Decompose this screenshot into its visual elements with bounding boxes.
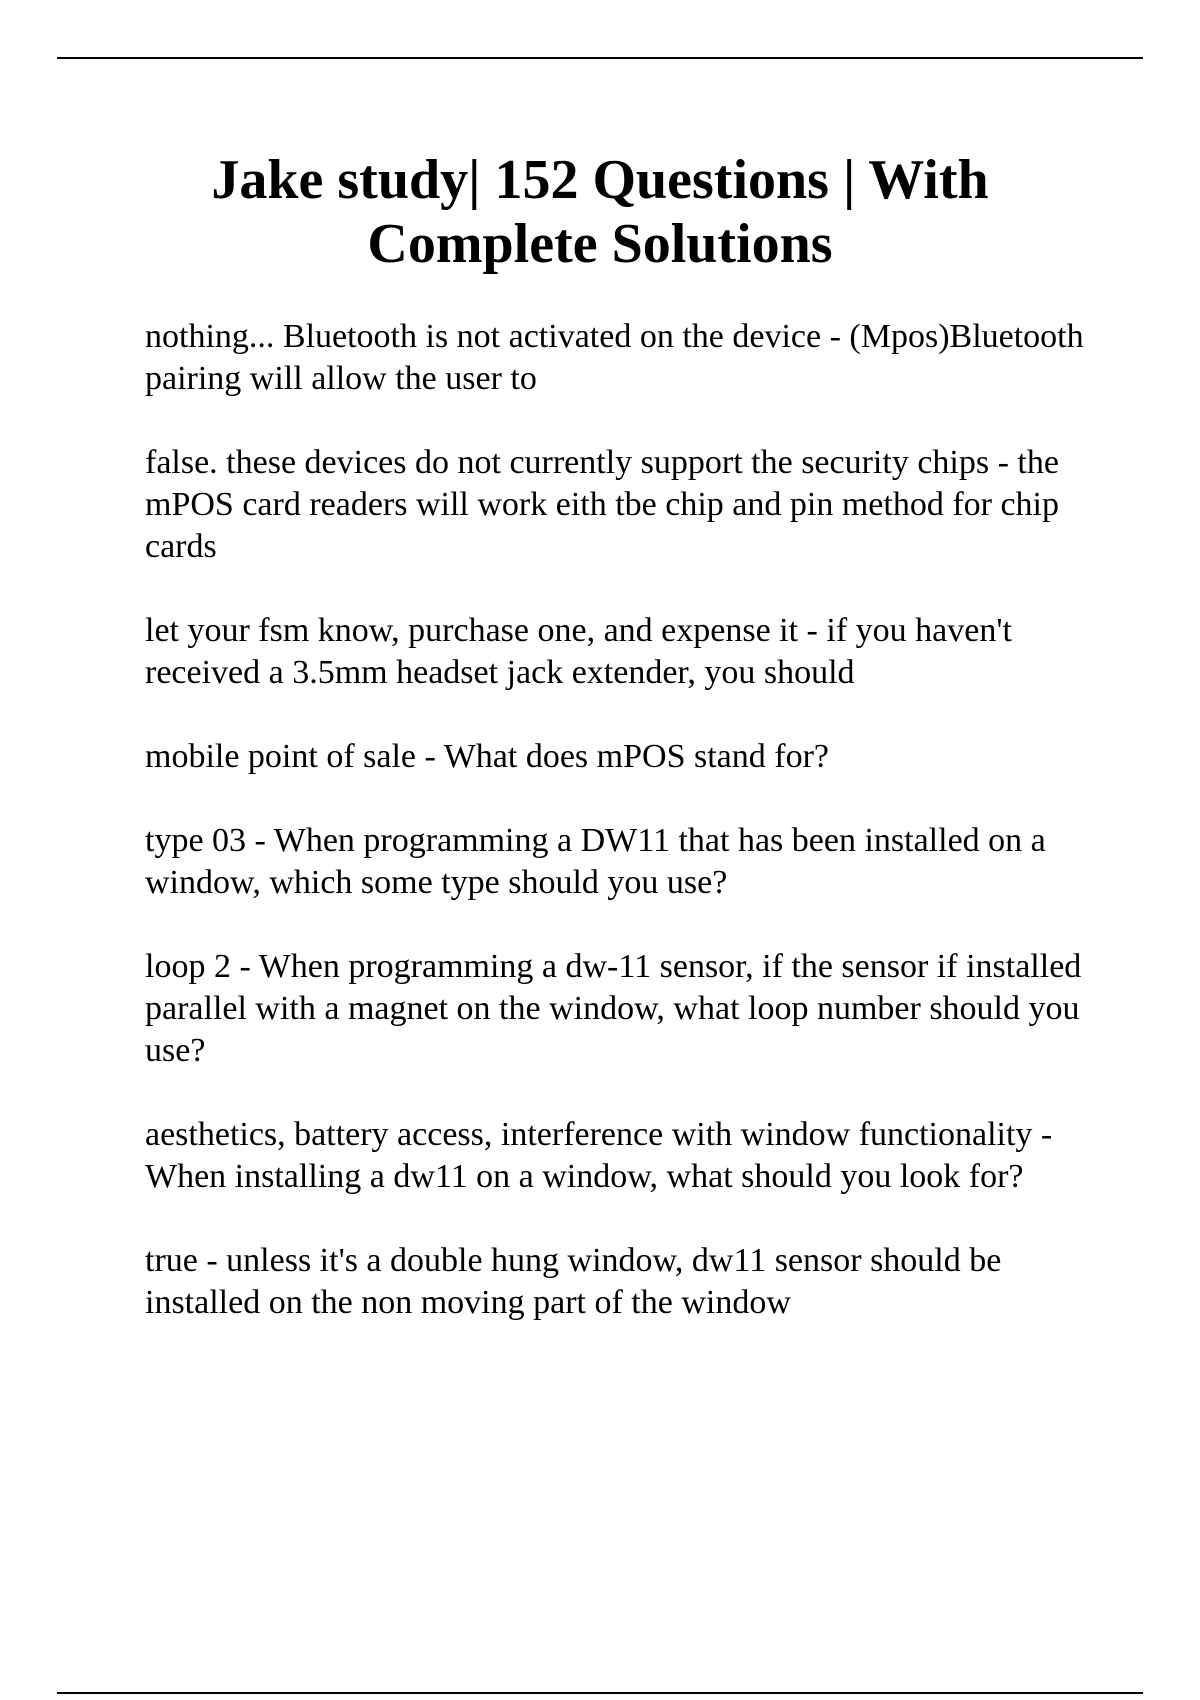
page-title-line-1: Jake study| 152 Questions | With — [211, 149, 989, 211]
page-title — [150, 148, 1050, 276]
qa-entry: mobile point of sale - What does mPOS stand for? — [145, 738, 829, 775]
top-divider — [57, 57, 1143, 59]
qa-entry: let your fsm know, purchase one, and expense it - if you haven't received a 3.5mm headset jack extender, you should — [145, 612, 1012, 691]
qa-entry: type 03 - When programming a DW11 that has been installed on a window, which some type should you use? — [145, 822, 1046, 901]
bottom-divider — [57, 1692, 1143, 1694]
qa-entry: false. these devices do not currently support the security chips - the mPOS card readers will work eith tbe chip and pin method for chip cards — [145, 444, 1059, 565]
qa-list — [145, 316, 1095, 1366]
qa-entry: true - unless it's a double hung window, dw11 sensor should be installed on the non moving part of the window — [145, 1242, 1002, 1321]
qa-entry: loop 2 - When programming a dw-11 sensor, if the sensor if installed parallel with a magnet on the window, what loop number should you use? — [145, 948, 1082, 1069]
page-title-line-2: Complete Solutions — [367, 213, 833, 275]
qa-entry: nothing... Bluetooth is not activated on the device - (Mpos)Bluetooth pairing will allow the user to — [145, 318, 1084, 397]
qa-entry: aesthetics, battery access, interference with window functionality - When installing a dw11 on a window, what should you look for? — [145, 1116, 1053, 1195]
